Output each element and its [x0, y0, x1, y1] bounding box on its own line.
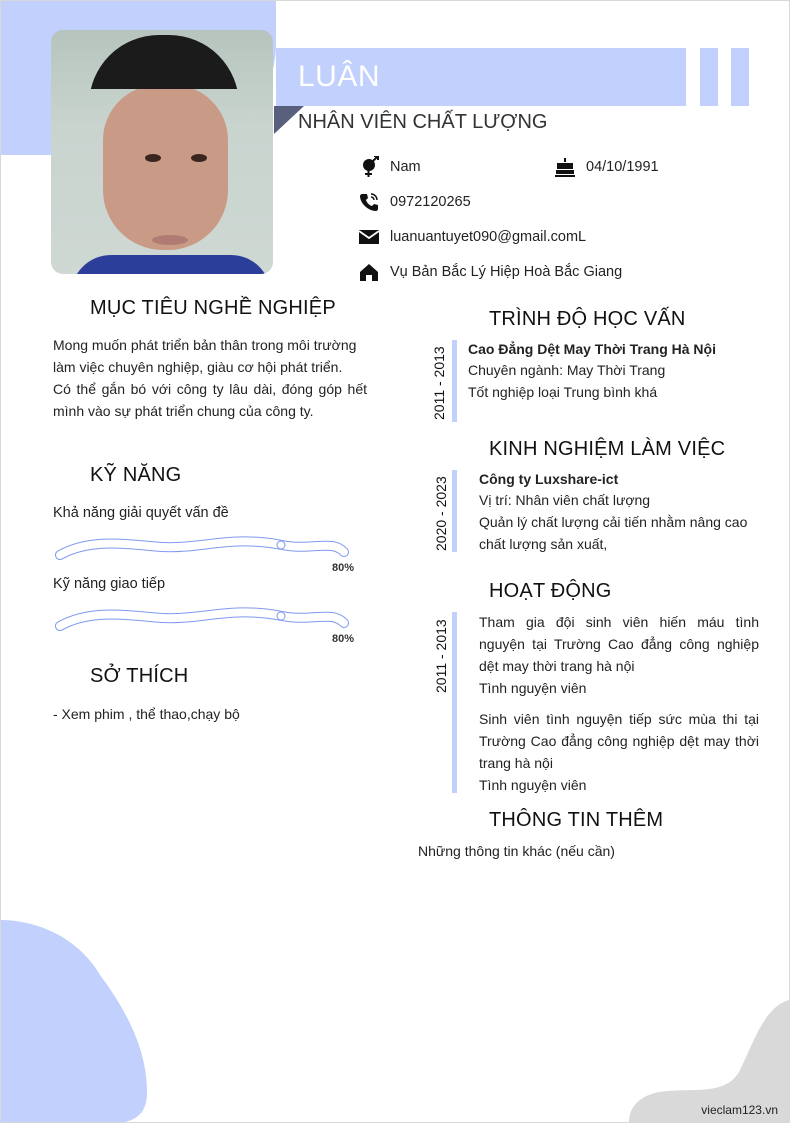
home-icon [358, 262, 380, 282]
activity-entry [479, 611, 759, 699]
photo-eye-left [145, 154, 161, 162]
activities-timeline-bar [452, 612, 457, 793]
activities-title: HOẠT ĐỘNG [489, 580, 612, 602]
additional-title: THÔNG TIN THÊM [489, 809, 664, 831]
activity-desc-line: Trường Cao đẳng công nghiệp dệt may thời [479, 733, 759, 749]
activity-role: Tình nguyện viên [479, 777, 587, 793]
objective-line: làm việc chuyên nghiệp, giàu cơ hội phát triển. [53, 359, 343, 375]
experience-desc-line: Quản lý chất lượng cải tiến nhằm nâng cao [479, 514, 748, 530]
envelope-icon [358, 227, 380, 247]
photo-shirt [71, 255, 271, 274]
education-years: 2011 - 2013 [431, 346, 447, 420]
birthday-value: 04/10/1991 [586, 159, 659, 175]
activity-entry [479, 708, 759, 796]
birthday-cake-icon [554, 157, 576, 177]
watermark: vieclam123.vn [701, 1103, 778, 1117]
decorative-bar-2 [731, 48, 749, 106]
hobbies-text: - Xem phim , thể thao,chạy bộ [53, 706, 240, 722]
gender-value: Nam [390, 159, 421, 175]
skill-percent: 80% [332, 633, 355, 645]
candidate-name: LUÂN [298, 60, 381, 93]
activity-desc-line: dệt may thời trang hà nội [479, 658, 635, 674]
contact-phone [358, 192, 471, 212]
experience-position: Vị trí: Nhân viên chất lượng [479, 492, 651, 508]
objective-line: Mong muốn phát triển bản thân trong môi trường [53, 337, 357, 353]
experience-timeline-bar [452, 470, 457, 552]
education-timeline-bar [452, 340, 457, 422]
gender-icon [358, 157, 380, 177]
contact-birthday [554, 157, 659, 177]
skill-label: Kỹ năng giao tiếp [53, 576, 166, 592]
objective-text [53, 334, 367, 422]
hobbies-title: SỞ THÍCH [90, 665, 189, 687]
email-value[interactable]: luanuantuyet090@gmail.comL [390, 229, 587, 245]
phone-value[interactable]: 0972120265 [390, 194, 471, 210]
contact-email [358, 227, 586, 247]
skill-progress-wave [52, 606, 352, 636]
objective-line: Có thể gắn bó với công ty lâu dài, đóng góp hết [53, 381, 367, 397]
photo-mouth [152, 235, 188, 245]
activity-role: Tình nguyện viên [479, 680, 587, 696]
skill-label: Khả năng giải quyết vấn đề [53, 505, 229, 521]
education-school: Cao Đẳng Dệt May Thời Trang Hà Nội [468, 341, 716, 357]
skills-title: KỸ NĂNG [90, 464, 182, 486]
contact-gender [358, 157, 421, 177]
phone-icon [358, 192, 380, 212]
experience-company: Công ty Luxshare-ict [479, 471, 619, 487]
objective-line: mình vào sự phát triển chung của công ty. [53, 403, 314, 419]
education-major: Chuyên ngành: May Thời Trang [468, 362, 666, 378]
job-title: NHÂN VIÊN CHẤT LƯỢNG [298, 111, 548, 133]
activity-desc-line: trang hà nội [479, 755, 553, 771]
experience-title: KINH NGHIỆM LÀM VIỆC [489, 438, 726, 460]
name-banner [276, 48, 686, 106]
activity-desc-line: nguyện tại Trường Cao đẳng công nghiệp [479, 636, 759, 652]
decorative-bar-1 [700, 48, 718, 106]
address-value: Vụ Bản Bắc Lý Hiệp Hoà Bắc Giang [390, 264, 623, 280]
photo-eye-right [191, 154, 207, 162]
profile-photo [51, 30, 273, 274]
education-title: TRÌNH ĐỘ HỌC VẤN [489, 308, 686, 330]
decorative-blob-bottom-left [0, 915, 160, 1123]
activity-desc-line: Sinh viên tình nguyện tiếp sức mùa thi tại [479, 711, 759, 727]
experience-years: 2020 - 2023 [433, 476, 449, 551]
objective-title: MỤC TIÊU NGHỀ NGHIỆP [90, 297, 336, 319]
additional-text: Những thông tin khác (nếu cần) [418, 843, 615, 859]
activities-years: 2011 - 2013 [433, 619, 449, 693]
activity-desc-line: Tham gia đội sinh viên hiến máu tình [479, 614, 759, 630]
skill-progress-wave [52, 535, 352, 565]
education-result: Tốt nghiệp loại Trung bình khá [468, 384, 658, 400]
experience-desc-line: chất lượng sản xuất, [479, 536, 608, 552]
skill-percent: 80% [332, 562, 355, 574]
photo-face [103, 85, 228, 250]
contact-address [358, 262, 622, 282]
